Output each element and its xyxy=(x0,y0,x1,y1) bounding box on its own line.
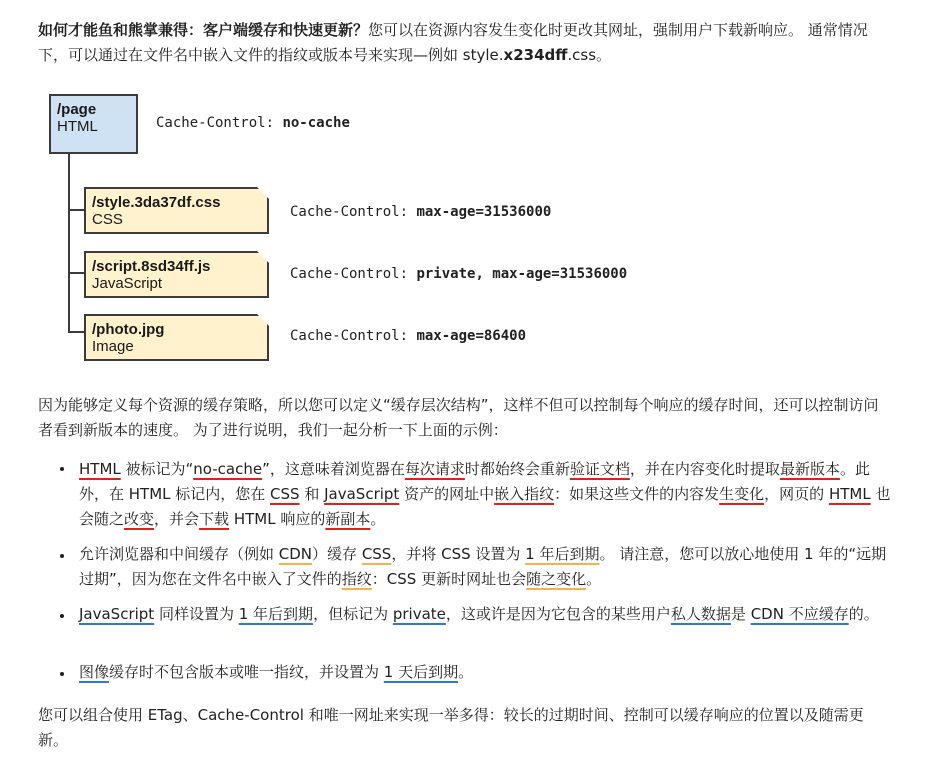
summary-paragraph: 您可以组合使用 ETag、Cache-Control 和唯一网址来实现一举多得：较长的过期时间、控制可以缓存响应的位置以及随需更新。 xyxy=(38,706,864,749)
tree-branch-line xyxy=(68,331,84,333)
resource-name: /style.3da37df.css xyxy=(92,194,221,211)
intro-example-hash: x234dff xyxy=(503,46,568,64)
intro-example-ext: .css。 xyxy=(567,46,612,64)
resource-name: /script.8sd34ff.js xyxy=(92,258,211,275)
resource-name: /page xyxy=(57,101,97,118)
resource-name: /photo.jpg xyxy=(92,321,165,338)
intro-paragraph xyxy=(38,18,890,68)
bullet-dot xyxy=(60,554,64,558)
bullet-item-html: HTML 被标记为“no-cache”，这意味着浏览器在每次请求时都始终会重新验证文档，并在内容变化时提取最新版本。此外，在 HTML 标记内，您在 CSS 和 JavaScript 资产的网址中嵌入指纹：如果这些文件的内容发生变化，网页的 HTML 也会随之改变，并会下载 HTML 响应的新副本。 xyxy=(79,460,891,528)
resource-type: CSS xyxy=(92,211,123,228)
bullet-dot xyxy=(60,467,64,471)
cache-control-header: Cache-Control: no-cache xyxy=(156,115,350,131)
cache-control-header: Cache-Control: max-age=31536000 xyxy=(290,204,552,220)
resource-type: Image xyxy=(92,338,134,355)
js-resource-box xyxy=(84,251,269,298)
intro-text: 您可以在资源内容发生变化时更改其网址，强制用户下载新响应。 通常情况下，可以通过在文件名中嵌入文件的指纹或版本号来实现—例如 style. xyxy=(38,21,868,64)
bullet-item-css: 允许浏览器和中间缓存（例如 CDN）缓存 CSS，并将 CSS 设置为 1 年后到期。 请注意，您可以放心地使用 1 年的“远期过期”，因为您在文件名中嵌入了文件的指纹：CSS 更新时网址也会随之变化。 xyxy=(79,545,887,588)
css-resource-box xyxy=(84,187,269,234)
bullet-item-javascript: JavaScript 同样设置为 1 年后到期，但标记为 private，这或许是因为它包含的某些用户私人数据是 CDN 不应缓存的。 xyxy=(79,605,879,623)
tree-branch-line xyxy=(68,209,84,211)
bullet-item-image: 图像缓存时不包含版本或唯一指纹，并设置为 1 天后到期。 xyxy=(79,663,474,681)
intro-lead: 如何才能鱼和熊掌兼得：客户端缓存和快速更新？ xyxy=(38,21,369,39)
tree-trunk-line xyxy=(68,152,70,332)
tree-branch-line xyxy=(68,272,84,274)
image-resource-box xyxy=(84,314,269,361)
hierarchy-paragraph: 因为能够定义每个资源的缓存策略，所以您可以定义“缓存层次结构”，这样不但可以控制每个响应的缓存时间，还可以控制访问者看到新版本的速度。 为了进行说明，我们一起分析一下上面的示例： xyxy=(38,396,879,439)
resource-type: JavaScript xyxy=(92,275,163,292)
bullet-dot xyxy=(60,614,64,618)
resource-type: HTML xyxy=(57,118,98,135)
cache-control-header: Cache-Control: private, max-age=31536000 xyxy=(290,266,628,282)
page-resource-box xyxy=(49,94,138,154)
cache-control-header: Cache-Control: max-age=86400 xyxy=(290,328,527,344)
bullet-dot xyxy=(60,672,64,676)
